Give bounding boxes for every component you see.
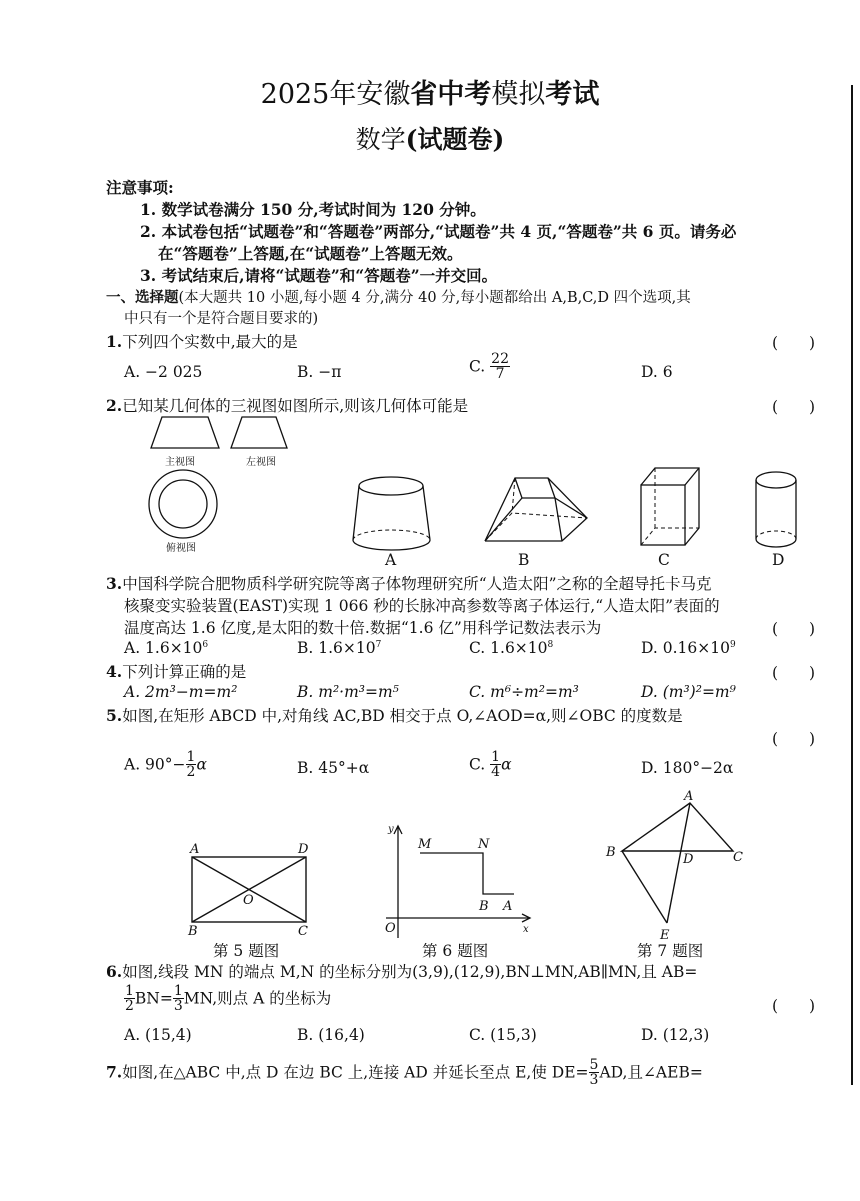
q6-option-b[interactable]: B. (16,4)	[297, 1026, 365, 1044]
fig6-label-o: O	[385, 921, 396, 936]
notes-item-2b: 在“答题卷”上答题,在“试题卷”上答题无效。	[158, 244, 463, 263]
figure-5-rectangle	[192, 857, 306, 922]
q3-answer-blank[interactable]: ( )	[772, 620, 816, 638]
notes-item-1: 1. 数学试卷满分 150 分,考试时间为 120 分钟。	[140, 200, 486, 219]
section1-desc: 中只有一个是符合题目要求的)	[124, 311, 319, 327]
fig5-label-o: O	[243, 893, 254, 908]
q2-option-a[interactable]: A	[385, 551, 397, 569]
figure-7-triangle	[622, 803, 733, 923]
notes-heading: 注意事项:	[106, 178, 174, 197]
figure-6-caption: 第 6 题图	[422, 942, 489, 960]
option-b-pyramid-frustum	[485, 478, 587, 541]
fig6-label-b: B	[479, 899, 489, 914]
fig5-label-b: B	[188, 924, 198, 939]
top-view-rings	[149, 470, 217, 538]
left-view-label: 左视图	[246, 457, 276, 468]
fig7-label-a: A	[684, 789, 694, 804]
q4-stem: 4.下列计算正确的是	[106, 662, 247, 681]
q6-answer-blank[interactable]: ( )	[772, 997, 816, 1015]
fig7-label-b: B	[606, 845, 616, 860]
fig7-label-d: D	[683, 852, 694, 867]
q6-stem-line1: 6.如图,线段 MN 的端点 M,N 的坐标分别为(3,9),(12,9),BN⊥MN,AB∥MN,且 AB=	[106, 962, 698, 981]
q1-option-d[interactable]: D. 6	[641, 363, 673, 381]
left-view-trapezoid	[231, 417, 287, 448]
fig5-label-a: A	[190, 842, 200, 857]
page-subtitle: 数学(试题卷)	[355, 125, 505, 154]
notes-item-2a: 2. 本试卷包括“试题卷”和“答题卷”两部分,“试题卷”共 4 页,“答题卷”共 6 页。请务必	[140, 222, 737, 241]
notes-item-3: 3. 考试结束后,请将“试题卷”和“答题卷”一并交回。	[140, 266, 498, 285]
figure-5-caption: 第 5 题图	[213, 942, 280, 960]
q3-option-d[interactable]: D. $0.16\times 10^9$	[641, 639, 736, 657]
q2-option-b[interactable]: B	[518, 551, 530, 569]
fig5-label-c: C	[298, 924, 308, 939]
q3-option-c[interactable]: C. $1.6\times 10^8$	[469, 639, 554, 657]
q6-option-c[interactable]: C. (15,3)	[469, 1026, 537, 1044]
q6-stem-line2: $\frac{1}{2}$ BN= $\frac{1}{3}$ MN,则点 A 的坐标为	[125, 983, 332, 1014]
section1-heading: 一、选择题(本大题共 10 小题,每小题 4 分,满分 40 分,每小题都给出 A,B,C,D 四个选项,其	[106, 289, 691, 306]
q5-option-a[interactable]: A. 90°− $\frac{1}{2}$ α	[124, 749, 207, 780]
fig7-label-e: E	[660, 928, 670, 943]
option-c-cuboid	[641, 468, 699, 545]
option-a-frustum	[353, 477, 430, 550]
q5-option-c[interactable]: C. $\frac{1}{4}$ α	[469, 749, 512, 780]
q1-option-b[interactable]: B. −π	[297, 363, 342, 381]
fig6-label-a: A	[503, 899, 513, 914]
q1-option-a[interactable]: A. −2 025	[124, 363, 203, 381]
q5-stem: 5.如图,在矩形 ABCD 中,对角线 AC,BD 相交于点 O,∠AOD=α,则∠OBC 的度数是	[106, 706, 683, 725]
front-view-trapezoid	[151, 417, 219, 448]
option-d-cylinder	[756, 472, 796, 547]
q4-option-b[interactable]: B. m²·m³=m⁵	[297, 683, 399, 701]
q5-option-b[interactable]: B. 45°+α	[297, 759, 370, 777]
q2-stem: 2.已知某几何体的三视图如图所示,则该几何体可能是	[106, 396, 469, 415]
q2-option-c[interactable]: C	[658, 551, 670, 569]
q3-stem-line3: 温度高达 1.6 亿度,是太阳的数十倍.数据“1.6 亿”用科学记数法表示为	[124, 619, 602, 637]
q5-option-d[interactable]: D. 180°−2α	[641, 759, 734, 777]
q1-option-c[interactable]: C. $\frac{22}{7}$	[469, 351, 509, 382]
q3-stem-line2: 核聚变实验装置(EAST)实现 1 066 秒的长脉冲高参数等离子体运行,“人造太阳”表面的	[124, 597, 720, 615]
q7-stem-line1: 7.如图,在△ABC 中,点 D 在边 BC 上,连接 AD 并延长至点 E,使 DE= $\frac{5}{3}$ AD,且∠AEB=	[106, 1057, 703, 1088]
q3-option-a[interactable]: A. $1.6\times 10^6$	[124, 639, 209, 657]
q3-stem-line1: 3.中国科学院合肥物质科学研究院等离子体物理研究所“人造太阳”之称的全超导托卡马克	[106, 574, 712, 593]
q6-option-a[interactable]: A. (15,4)	[124, 1026, 192, 1044]
q6-option-d[interactable]: D. (12,3)	[641, 1026, 710, 1044]
page-title: 2025年安徽省中考模拟考试	[260, 79, 600, 110]
fig7-label-c: C	[733, 850, 743, 865]
q4-answer-blank[interactable]: ( )	[772, 664, 816, 682]
q1-stem: 1.下列四个实数中,最大的是	[106, 332, 298, 351]
front-view-label: 主视图	[165, 457, 195, 468]
q1-answer-blank[interactable]: ( )	[772, 334, 816, 352]
q5-answer-blank[interactable]: ( )	[772, 730, 816, 748]
q4-option-a[interactable]: A. 2m³−m=m²	[124, 683, 238, 701]
figure-7-caption: 第 7 题图	[637, 942, 704, 960]
fig6-label-y: y	[388, 824, 394, 835]
fig6-label-x: x	[523, 924, 529, 935]
fig6-label-m: M	[418, 837, 432, 852]
q2-answer-blank[interactable]: ( )	[772, 398, 816, 416]
q3-option-b[interactable]: B. $1.6\times 10^7$	[297, 639, 382, 657]
q4-option-d[interactable]: D. (m³)²=m⁹	[641, 683, 736, 701]
q4-option-c[interactable]: C. m⁶÷m²=m³	[469, 683, 579, 701]
top-view-label: 俯视图	[166, 543, 196, 554]
figure-6-coordinate	[386, 826, 530, 938]
fig6-label-n: N	[478, 837, 490, 852]
q2-option-d[interactable]: D	[772, 551, 785, 569]
fig5-label-d: D	[298, 842, 309, 857]
